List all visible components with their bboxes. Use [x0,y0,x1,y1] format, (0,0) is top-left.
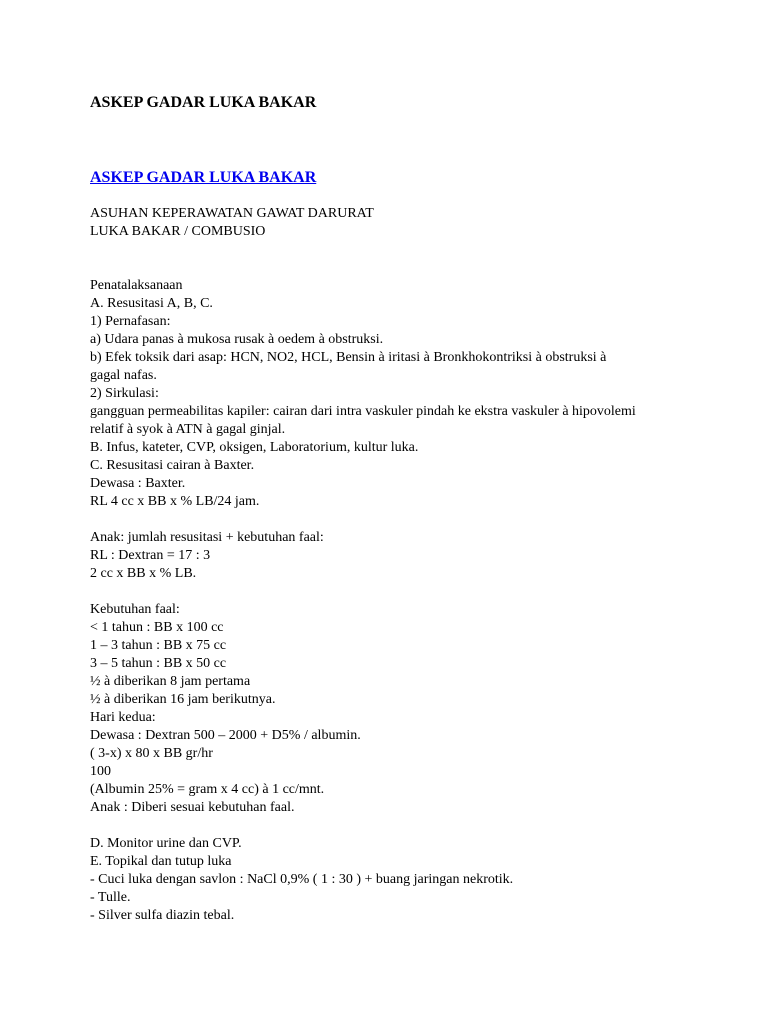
content-line: 1) Pernafasan: [90,314,171,329]
content-line: 1 – 3 tahun : BB x 75 cc [90,638,227,653]
content-line: relatif à syok à ATN à gagal ginjal. [90,422,286,437]
content-line: gagal nafas. [90,368,157,383]
content-line: C. Resusitasi cairan à Baxter. [90,458,255,473]
content-line: 3 – 5 tahun : BB x 50 cc [90,656,227,671]
content-line: Penatalaksanaan [90,278,183,293]
blank-line [90,511,730,529]
content-line: (Albumin 25% = gram x 4 cc) à 1 cc/mnt. [90,782,325,797]
content-line: ( 3-x) x 80 x BB gr/hr [90,746,213,761]
content-line: - Cuci luka dengan savlon : NaCl 0,9% ( 1 : 30 ) + buang jaringan nekrotik. [90,872,514,887]
content-line: A. Resusitasi A, B, C. [90,296,213,311]
blank-line [90,583,730,601]
content-line: ½ à diberikan 8 jam pertama [90,674,251,689]
content-line: < 1 tahun : BB x 100 cc [90,620,224,635]
content-line: gangguan permeabilitas kapiler: cairan dari intra vaskuler pindah ke ekstra vaskuler à hipovolemi [90,404,636,419]
content-line: RL : Dextran = 17 : 3 [90,548,211,563]
content-line: - Silver sulfa diazin tebal. [90,908,235,923]
content-line: Anak : Diberi sesuai kebutuhan faal. [90,800,295,815]
content-line: B. Infus, kateter, CVP, oksigen, Laboratorium, kultur luka. [90,440,419,455]
content-line: Anak: jumlah resusitasi + kebutuhan faal: [90,530,324,545]
content-line: a) Udara panas à mukosa rusak à oedem à obstruksi. [90,332,384,347]
content-line: RL 4 cc x BB x % LB/24 jam. [90,494,260,509]
content-lines [90,241,730,925]
subtitle-line-1: ASUHAN KEPERAWATAN GAWAT DARURAT [90,206,374,221]
title-link[interactable]: ASKEP GADAR LUKA BAKAR [90,169,317,186]
content-line: ½ à diberikan 16 jam berikutnya. [90,692,276,707]
document-title: ASKEP GADAR LUKA BAKAR [90,94,317,111]
content-line: 100 [90,764,111,779]
content-line: Kebutuhan faal: [90,602,180,617]
subtitle-line-2: LUKA BAKAR / COMBUSIO [90,224,266,239]
document-body [90,205,730,925]
blank-line [90,241,730,259]
content-line: - Tulle. [90,890,131,905]
content-line: 2 cc x BB x % LB. [90,566,197,581]
content-line: Dewasa : Baxter. [90,476,186,491]
content-line: Dewasa : Dextran 500 – 2000 + D5% / albumin. [90,728,361,743]
content-line: E. Topikal dan tutup luka [90,854,232,869]
content-line: Hari kedua: [90,710,156,725]
content-line: 2) Sirkulasi: [90,386,159,401]
content-line: D. Monitor urine dan CVP. [90,836,242,851]
content-line: b) Efek toksik dari asap: HCN, NO2, HCL, Bensin à iritasi à Bronkhokontriksi à obstruksi à [90,350,607,365]
blank-line [90,259,730,277]
blank-line [90,817,730,835]
